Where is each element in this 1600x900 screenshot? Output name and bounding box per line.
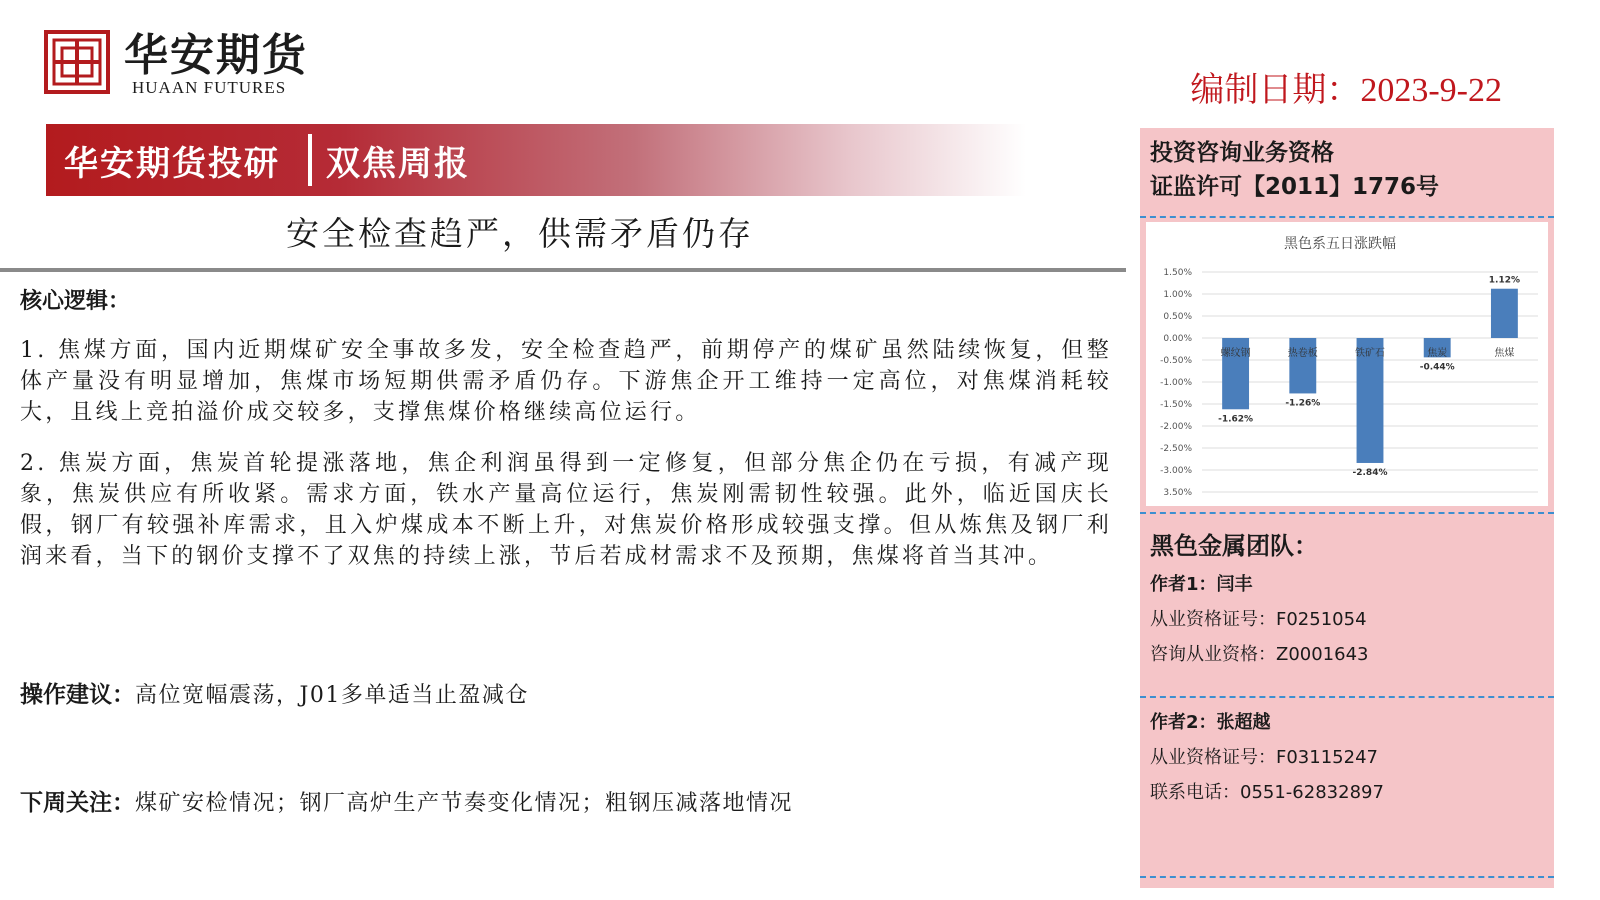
logo-seal-icon (44, 30, 110, 94)
qualification-line-2: 证监许可【2011】1776号 (1150, 174, 1440, 200)
bar-chart (1146, 222, 1548, 506)
y-tick-label: 0.50% (1163, 312, 1192, 322)
data-label: -0.44% (1419, 362, 1455, 373)
banner-subtitle: 双焦周报 (326, 144, 470, 184)
author-2-label: 作者2： (1150, 712, 1217, 733)
y-tick-label: -2.00% (1160, 422, 1192, 432)
category-label: 螺纹钢 (1220, 348, 1251, 359)
y-tick-label: -3.00% (1160, 466, 1192, 476)
watch-text: 煤矿安检情况；钢厂高炉生产节奏变化情况；粗钢压减落地情况 (135, 791, 794, 816)
data-label: -1.26% (1285, 398, 1321, 409)
chart-title: 黑色系五日涨跌幅 (1284, 236, 1396, 252)
dashed-divider (1140, 512, 1554, 514)
logo-text-cn: 华安期货 (124, 30, 308, 81)
y-tick-label: -0.50% (1160, 356, 1192, 366)
data-label: -1.62% (1218, 414, 1254, 425)
author-1-label: 作者1： (1150, 574, 1217, 595)
core-logic-paragraph-1: 1. 焦煤方面，国内近期煤矿安全事故多发，安全检查趋严，前期停产的煤矿虽然陆续恢复，但整体产量没有明显增加，焦煤市场短期供需矛盾仍存。下游焦企开工维持一定高位，对焦煤消耗较大，且线上竞拍溢价成交较多，支撑焦煤价格继续高位运行。 (20, 338, 1112, 425)
data-label: -2.84% (1352, 467, 1388, 478)
category-label: 铁矿石 (1355, 348, 1385, 359)
author-1-name: 闫丰 (1216, 574, 1253, 595)
author-2-cert: 从业资格证号：F03115247 (1150, 747, 1378, 768)
author-1-consult: 咨询从业资格：Z0001643 (1150, 644, 1369, 665)
author-1 (1150, 570, 1253, 596)
author-2-name: 张超越 (1216, 712, 1271, 733)
dashed-divider (1140, 696, 1554, 698)
bar (1491, 289, 1518, 338)
report-headline: 安全检查趋严，供需矛盾仍存 (286, 214, 754, 253)
report-banner (46, 124, 1026, 196)
y-tick-label: 0.00% (1163, 334, 1192, 344)
author-1-cert: 从业资格证号：F0251054 (1150, 609, 1367, 630)
y-tick-label: -1.50% (1160, 400, 1192, 410)
y-tick-label: 3.50% (1163, 488, 1192, 498)
core-logic-heading: 核心逻辑： (20, 289, 131, 314)
y-tick-label: 1.50% (1163, 268, 1192, 278)
watch-label: 下周关注： (20, 790, 135, 816)
author-2 (1150, 708, 1271, 734)
author-2-phone: 联系电话：0551-62832897 (1150, 782, 1384, 803)
chart-container (1146, 222, 1548, 506)
dashed-divider (1140, 876, 1554, 878)
category-label: 焦煤 (1494, 348, 1515, 359)
headline-divider (0, 268, 1126, 272)
data-label: 1.12% (1488, 275, 1521, 286)
category-label: 热卷板 (1287, 348, 1318, 359)
company-logo (44, 30, 344, 100)
operation-advice (20, 676, 529, 709)
next-week-watch (20, 784, 793, 817)
y-tick-label: 1.00% (1163, 290, 1192, 300)
core-logic-paragraph-2: 2. 焦炭方面，焦炭首轮提涨落地，焦企利润虽得到一定修复，但部分焦企仍在亏损，有减产现象，焦炭供应有所收紧。需求方面，铁水产量高位运行，焦炭刚需韧性较强。此外，临近国庆长假，钢厂有较强补库需求，且入炉煤成本不断上升，对焦炭价格形成较强支撑。但从炼焦及钢厂利润来看，当下的钢价支撑不了双焦的持续上涨，节后若成材需求不及预期，焦煤将首当其冲。 (20, 451, 1112, 569)
advice-label: 操作建议： (20, 682, 135, 708)
category-label: 焦炭 (1427, 348, 1448, 359)
bar (1289, 338, 1316, 393)
y-tick-label: -1.00% (1160, 378, 1192, 388)
y-tick-label: -2.50% (1160, 444, 1192, 454)
banner-title: 华安期货投研 (64, 144, 280, 184)
banner-divider (308, 134, 312, 186)
qualification-line-1: 投资咨询业务资格 (1150, 140, 1334, 166)
logo-text-en: HUAAN FUTURES (132, 78, 287, 97)
compile-date: 编制日期：2023-9-22 (1190, 72, 1502, 109)
team-heading: 黑色金属团队： (1150, 532, 1318, 560)
dashed-divider (1140, 216, 1554, 218)
advice-text: 高位宽幅震荡，J01多单适当止盈减仓 (135, 683, 529, 708)
